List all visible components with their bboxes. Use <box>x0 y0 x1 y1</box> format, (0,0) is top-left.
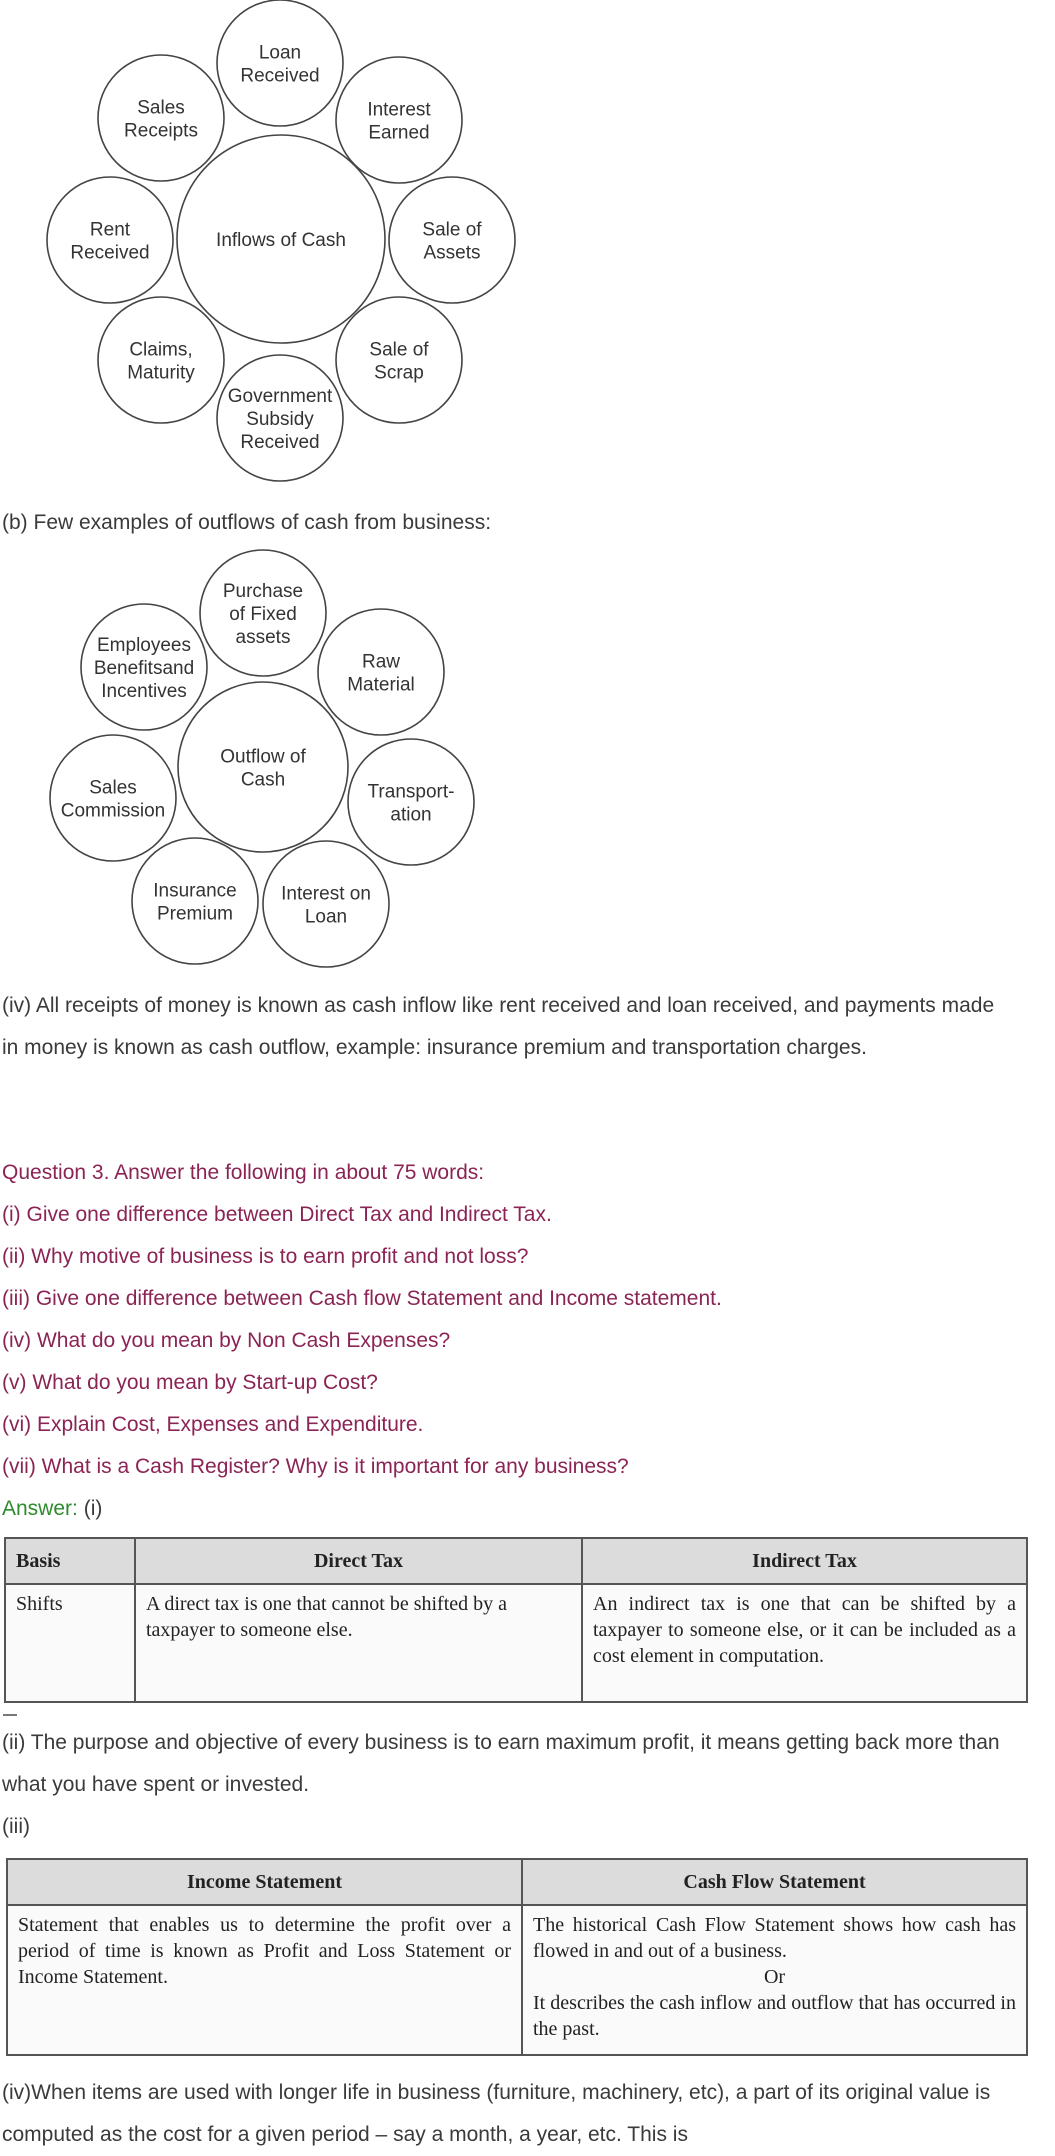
circle-label: Raw <box>361 651 401 673</box>
circle-label: Maturity <box>127 362 195 384</box>
outflow-of-cash-diagram <box>0 540 600 980</box>
question-item: (iii) Give one difference between Cash flow Statement and Income statement. <box>2 1287 722 1310</box>
answer-i-label: (i) <box>83 1497 103 1520</box>
question-item: (vii) What is a Cash Register? Why is it important for any business? <box>2 1455 629 1478</box>
direct-vs-indirect-tax-table <box>4 1537 1028 1703</box>
circle-label: Cash <box>240 769 286 791</box>
inflow-item-circle <box>217 0 343 126</box>
cell-direct-tax: A direct tax is one that cannot be shifted by a taxpayer to someone else. <box>135 1584 582 1702</box>
circle-label: Transport- <box>367 781 455 803</box>
circle-label: Government <box>227 386 333 407</box>
inflow-center-circle <box>177 135 385 343</box>
circle-label: of Fixed <box>229 604 297 625</box>
inflow-item-circle <box>98 297 224 423</box>
outflow-item-circle <box>318 609 444 735</box>
circle-label: Interest on <box>281 883 371 905</box>
inflow-item-circle <box>336 57 462 183</box>
circle-label: Sale of <box>422 219 482 241</box>
circle-label: Claims, <box>129 339 193 361</box>
circle-label: Material <box>347 674 415 696</box>
circle-label: Received <box>240 432 320 453</box>
circle-label: Received <box>70 242 150 264</box>
answer-label: Answer: <box>2 1497 78 1520</box>
cash-flow-or: Or <box>763 1966 786 1988</box>
cash-flow-definition-1: The historical Cash Flow Statement shows how cash has flowed in and out of a business. <box>533 1914 1016 1962</box>
inflow-item-circle <box>389 177 515 303</box>
outflow-center-circle <box>178 682 348 852</box>
question-item: (v) What do you mean by Start-up Cost? <box>2 1371 378 1394</box>
circle-label: Outflow of <box>220 746 306 768</box>
header-direct-tax: Direct Tax <box>135 1538 582 1584</box>
cell-income-statement: Statement that enables us to determine the profit over a period of time is known as Profit and Loss Statement or Income Statement. <box>7 1905 522 2055</box>
question-item: (vi) Explain Cost, Expenses and Expenditure. <box>2 1413 424 1436</box>
circle-label: Received <box>240 65 320 87</box>
circle-label: Scrap <box>374 362 424 384</box>
circle-label: Employees <box>97 635 191 656</box>
cash-flow-definition-2: It describes the cash inflow and outflow that has occurred in the past. <box>533 1992 1016 2040</box>
outflow-item-circle <box>348 739 474 865</box>
inflow-item-circle <box>336 297 462 423</box>
circle-label: assets <box>235 627 291 648</box>
outflow-item-circle <box>50 735 176 861</box>
circle-label: Commission <box>60 800 166 822</box>
outflow-caption: (b) Few examples of outflows of cash from business: <box>2 511 492 534</box>
circle-label: Sale of <box>369 339 429 361</box>
circle-label: Sales <box>137 97 185 119</box>
circle-label: ation <box>390 804 432 826</box>
circle-label: Earned <box>368 122 430 144</box>
outflow-item-circle <box>263 841 389 967</box>
header-cash-flow-statement: Cash Flow Statement <box>522 1859 1027 1905</box>
paragraph-iv-cash-flows: (iv) All receipts of money is known as cash inflow like rent received and loan received, and payments made in money is known as cash outflow, example: insurance premium and transportation charges. <box>2 994 995 1059</box>
answer-ii: (ii) The purpose and objective of every business is to earn maximum profit, it means getting back more than what you have spent or invested. <box>2 1731 1000 1796</box>
circle-label: Assets <box>423 242 481 264</box>
header-indirect-tax: Indirect Tax <box>582 1538 1027 1584</box>
answer-iii-label: (iii) <box>2 1815 30 1838</box>
header-basis: Basis <box>5 1538 135 1584</box>
question-title: Question 3. Answer the following in about 75 words: <box>2 1161 485 1184</box>
question-item: (i) Give one difference between Direct Tax and Indirect Tax. <box>2 1203 552 1226</box>
outflow-item-circle <box>200 550 326 676</box>
answer-iv: (iv)When items are used with longer life in business (furniture, machinery, etc), a part of its original value is computed as the cost for a given period – say a month, a year, etc. This is <box>2 2081 991 2146</box>
circle-label: Sales <box>89 777 137 799</box>
circle-label: Premium <box>156 903 234 925</box>
outflow-item-circle <box>132 838 258 964</box>
cell-indirect-tax: An indirect tax is one that can be shifted by a taxpayer to someone else, or it can be included as a cost element in computation. <box>582 1584 1027 1702</box>
circle-label: Interest <box>367 99 431 121</box>
inflow-item-circle <box>47 177 173 303</box>
circle-label: Rent <box>89 219 131 241</box>
inflow-item-circle <box>217 355 343 481</box>
circle-label: Loan <box>304 906 348 928</box>
circle-label: Subsidy <box>246 409 314 430</box>
cell-basis: Shifts <box>5 1584 135 1702</box>
divider-dash <box>3 1714 17 1716</box>
circle-label: Incentives <box>101 681 187 702</box>
header-income-statement: Income Statement <box>7 1859 522 1905</box>
question-item: (ii) Why motive of business is to earn profit and not loss? <box>2 1245 529 1268</box>
cell-cash-flow-statement <box>522 1905 1027 2055</box>
circle-label: Benefitsand <box>93 658 195 679</box>
question-item: (iv) What do you mean by Non Cash Expenses? <box>2 1329 451 1352</box>
circle-label: Insurance <box>153 880 237 902</box>
circle-label: Inflows of Cash <box>216 230 346 251</box>
inflows-of-cash-diagram <box>0 0 600 490</box>
circle-label: Receipts <box>124 120 198 142</box>
circle-label: Loan <box>258 42 302 64</box>
outflow-item-circle <box>81 604 207 730</box>
circle-label: Purchase <box>222 581 304 602</box>
question-3-block <box>2 1152 1042 1530</box>
inflow-item-circle <box>98 55 224 181</box>
income-vs-cashflow-table <box>6 1858 1028 2056</box>
